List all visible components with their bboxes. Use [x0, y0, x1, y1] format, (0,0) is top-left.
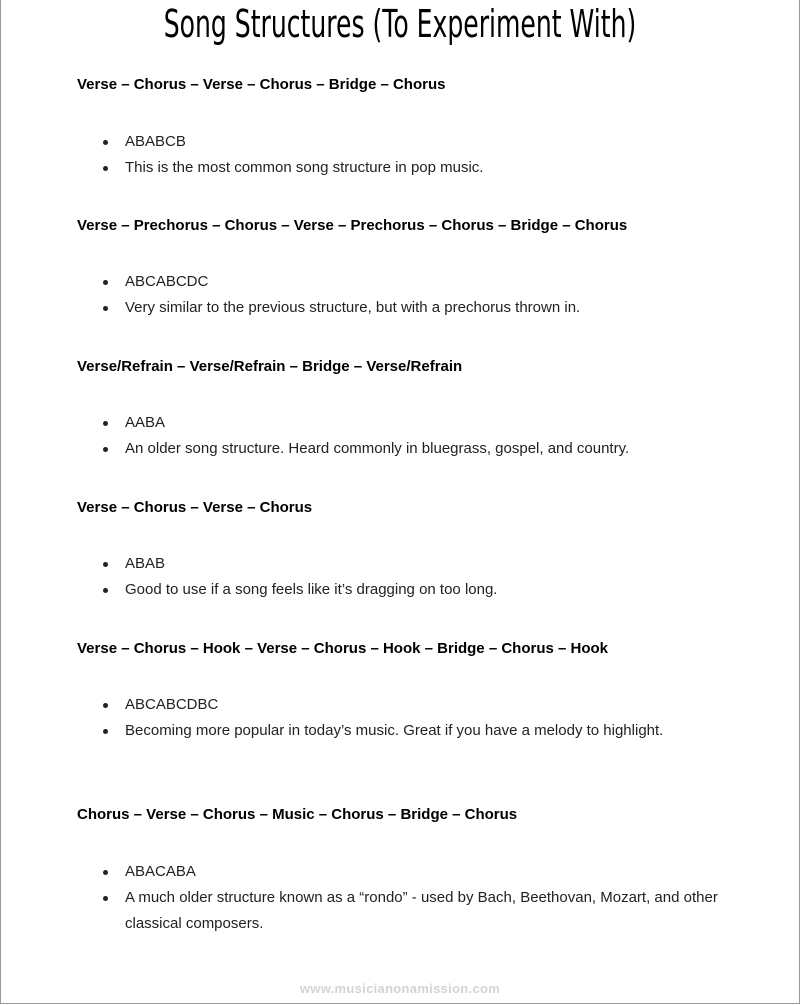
page-title: Song Structures (To Experiment With): [163, 2, 637, 46]
section-heading-4: Verse – Chorus – Verse – Chorus: [77, 499, 313, 516]
section-heading-3: Verse/Refrain – Verse/Refrain – Bridge – Verse/Refrain: [77, 358, 463, 375]
section-bullets-1: [100, 129, 720, 181]
section-bullets-5: [100, 692, 720, 744]
section-heading-1: Verse – Chorus – Verse – Chorus – Bridge – Chorus: [77, 76, 446, 93]
list-item: This is the most common song structure in pop music.: [100, 155, 720, 181]
list-item: AABA: [100, 410, 720, 436]
section-heading-5: Verse – Chorus – Hook – Verse – Chorus – Hook – Bridge – Chorus – Hook: [77, 640, 609, 657]
section-bullets-2: [100, 269, 720, 321]
list-item: ABACABA: [100, 859, 720, 885]
section-bullets-6: [100, 859, 720, 937]
list-item: Becoming more popular in today’s music. Great if you have a melody to highlight.: [100, 718, 720, 744]
section-heading-6: Chorus – Verse – Chorus – Music – Chorus – Bridge – Chorus: [77, 806, 518, 823]
section-heading-2: Verse – Prechorus – Chorus – Verse – Prechorus – Chorus – Bridge – Chorus: [77, 217, 628, 234]
list-item: An older song structure. Heard commonly in bluegrass, gospel, and country.: [100, 436, 720, 462]
section-bullets-4: [100, 551, 720, 603]
list-item: ABCABCDBC: [100, 692, 720, 718]
list-item: A much older structure known as a “rondo” - used by Bach, Beethovan, Mozart, and other classical composers.: [100, 885, 720, 937]
list-item: ABABCB: [100, 129, 720, 155]
footer-url: www.musicianonamission.com: [299, 981, 501, 996]
list-item: Very similar to the previous structure, but with a prechorus thrown in.: [100, 295, 720, 321]
list-item: Good to use if a song feels like it’s dragging on too long.: [100, 577, 720, 603]
section-bullets-3: [100, 410, 720, 462]
list-item: ABAB: [100, 551, 720, 577]
list-item: ABCABCDC: [100, 269, 720, 295]
